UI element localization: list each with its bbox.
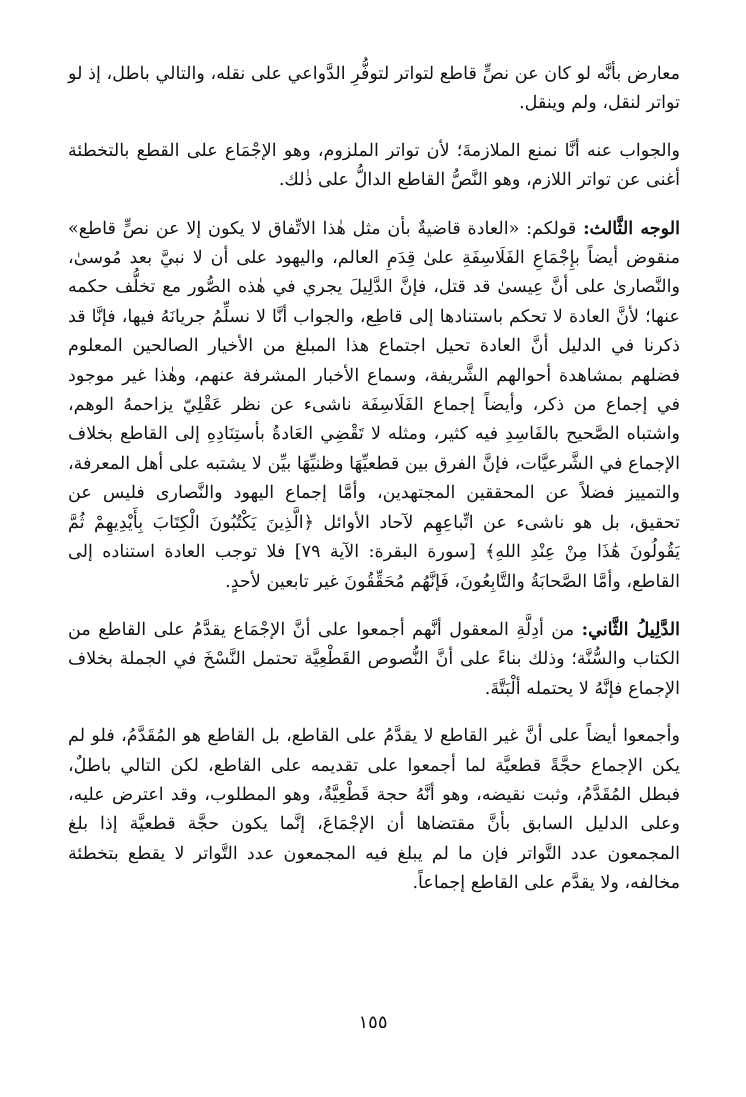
paragraph-4-text: من أدِلَّةِ المعقول أنَّهم أجمعوا على أنَّ الإجْمَاع يقدَّمُ على القاطع من الكتاب والسُّنَّة؛ وذلك بناءً على أنَّ النُّصوص القَطْعِيَّة تحتمل النَّسْخَ في الجملة بخلاف الإجماع فإنَّهُ لا يحتمله ألْبَتَّةَ. <box>68 619 680 699</box>
paragraph-4 <box>68 615 680 704</box>
page-number: ١٥٥ <box>358 1012 388 1033</box>
paragraph-5-text: وأجمعوا أيضاً على أنَّ غير القاطع لا يقدَّمُ على القاطع، بل القاطع هو المُقَدَّمُ، فلو لم يكن الإجماع حجَّةً قطعيَّة لما أجمعوا على تقديمه على القاطع، لكن التالي باطلٌ، فبطل المُقَدَّمُ، وثبت نقيضه، وهو أنَّهُ حجة قَطْعِيَّةٌ، وهو المطلوب، وقد اعترض عليه، وعلى الدليل السابق بأنَّ مقتضاها أن الإجْمَاعَ، إنَّما يكون حجَّة قطعيَّة إذا بلغ المجمعون عدد التَّواتر فإن ما لم يبلغ فيه المجمعون عدد التَّواتر لا يقطع بتخطئة مخالفه، ولا يقدَّم على القاطع إجماعاً. <box>68 726 680 894</box>
paragraph-3-text: قولكم: «العادة قاضيةٌ بأن مثل هٰذا الاتِّفاق لا يكون إلا عن نصٍّ قاطع» منقوض أيضاً بإِجْمَاعِ الفَلَاسِفَةِ علىٰ قِدَمِ العالم، واليهود على أن لا نبيَّ بعد مُوسىٰ، والنَّصارىٰ على أنَّ عِيسىٰ قد قتل، فإنَّ الدَّلِيلَ يجري في هٰذه الصُّور مع تخلُّف حكمه عنها؛ لأنَّ العادة لا تحكم باستنادها إلى قاطِع، والجواب أنَّا لا نسلِّمُ جريانَهُ فيها، فإنَّا قد ذكرنا في الدليل أنَّ العادة تحيل اجتماع هذا المبلغ من الأخيار الصالحين المعلوم فضلهم بمشاهدة أحوالهم الشَّريفة، وسماع الأخبار المشرفة عنهم، وهٰذا غير موجود في إجماع من ذكر، وأيضاً إجماع الفَلَاسِفَة ناشىء عن نظر عَقْلِيّ يزاحمهُ الوهم، واشتباه الصَّحيح بالفَاسِدِ فيه كثير، ومثله لا تَقْضِي العَادةُ بأستِنَادِهِ إلى القاطع بخلاف الإجماع في الشَّرعيَّات، فإنَّ الفرق بين قطعيِّهَا وظنيِّهَا بيِّن لا يشتبه على أهل المعرفة، والتمييز فضلاً عن المحققين المجتهدين، وأمَّا إجماع اليهود والنَّصارى فليس عن تحقيق، بل هو ناشىء عن اتِّباعِهِم لآحاد الأوائل ﴿الَّذِينَ يَكْتُبُونَ الْكِتَابَ بِأَيْدِيهِمْ ثُمَّ يَقُولُونَ هَٰذَا مِنْ عِنْدِ اللهِ﴾ [سورة البقرة: الآية ٧٩] فلا توجب العادة استناده إلى القاطع، وأمَّا الصَّحابَةُ والتَّابِعُونَ، فَإنَّهُم مُحَقِّقُونَ غير تابعين لأحدٍ. <box>68 218 680 592</box>
paragraph-5 <box>68 722 680 898</box>
paragraph-3 <box>68 214 680 597</box>
paragraph-2 <box>68 137 680 196</box>
paragraph-2-text: والجواب عنه أنَّا نمنع الملازمةَ؛ لأن تواتر الملزوم، وهو الإجْمَاع على القطع بالتخطئة أغنى عن تواتر اللازم، وهو النَّصُّ القاطع الدالُّ على ذٰلك. <box>68 140 680 191</box>
paragraph-1-text: معارض بأنَّه لو كان عن نصٍّ قاطع لتواتر لتوفُّرِ الدَّواعي على نقله، والتالي باطل، إذ لو تواتر لنقل، ولم وينقل. <box>68 64 680 114</box>
second-evidence-heading: الدَّلِيلُ الثَّاني: <box>581 618 681 640</box>
third-aspect-heading: الوجه الثَّالث: <box>583 217 681 239</box>
paragraph-1 <box>68 60 680 119</box>
